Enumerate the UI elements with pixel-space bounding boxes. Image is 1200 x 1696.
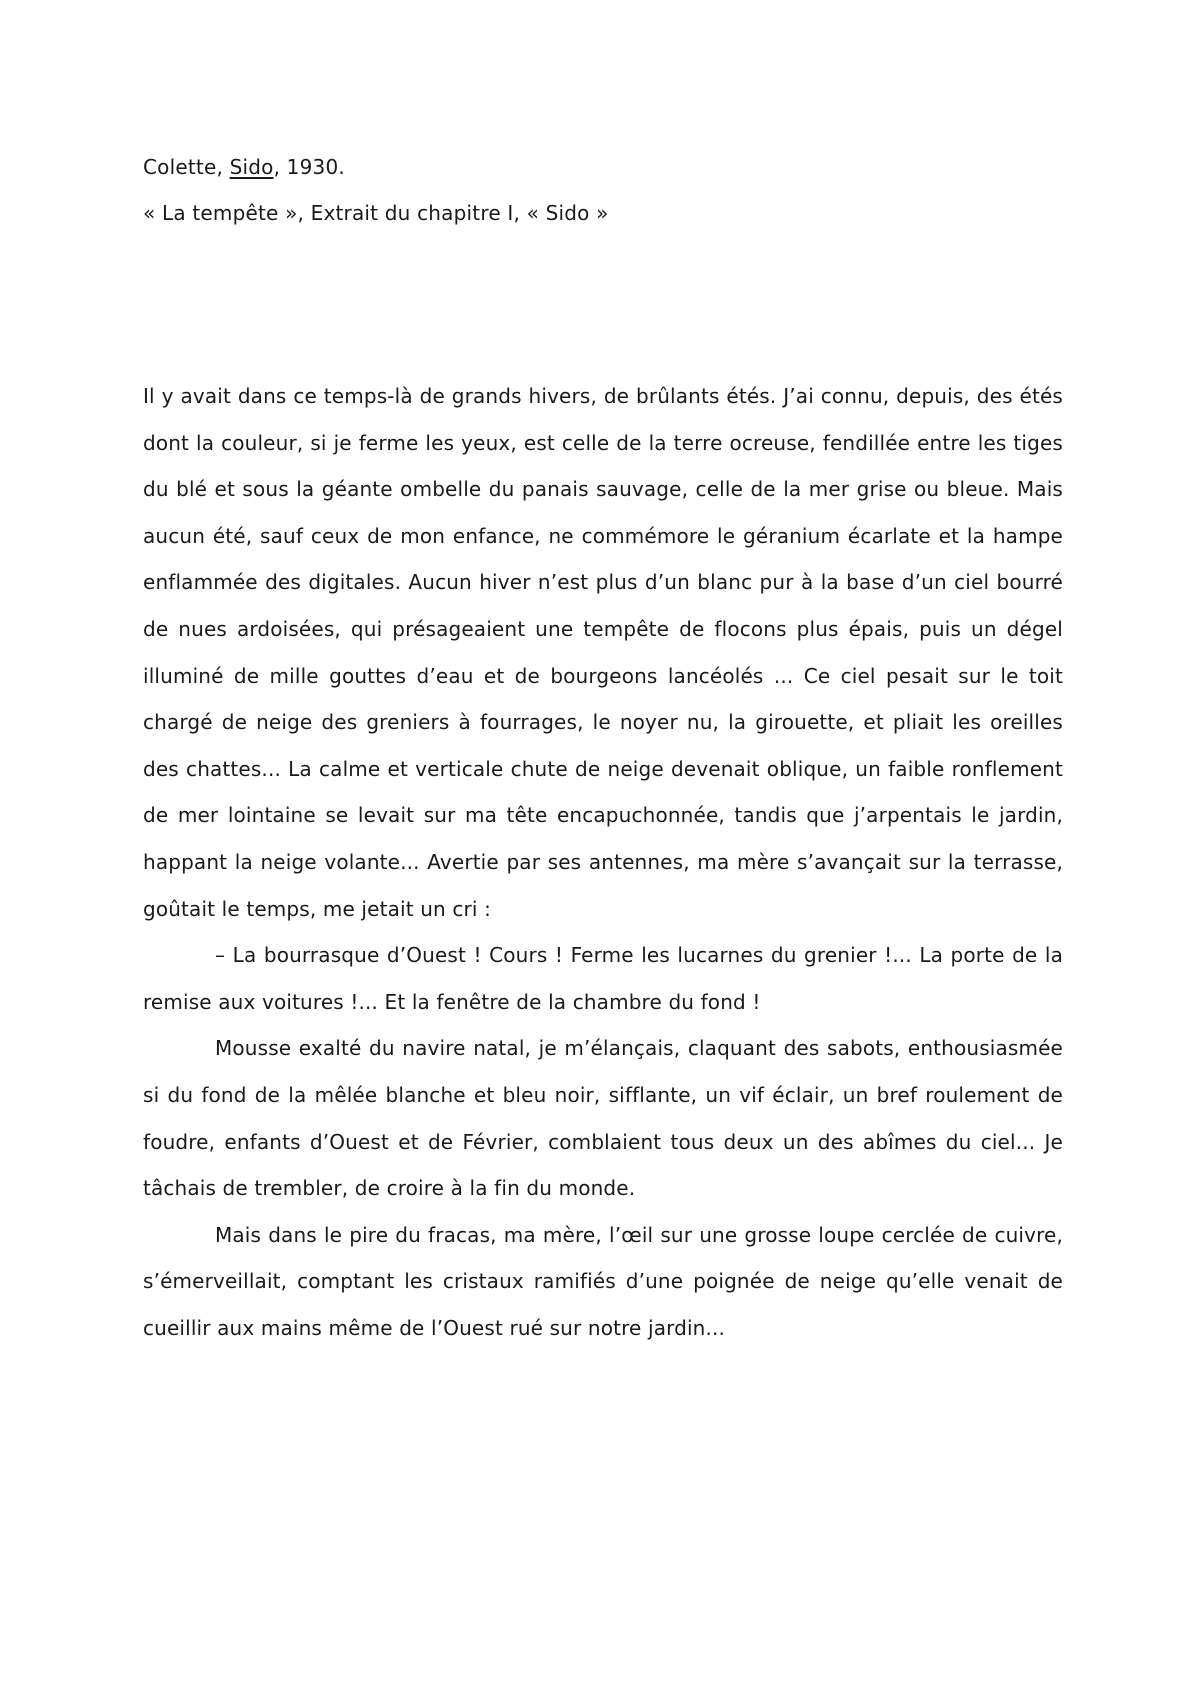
document-header — [143, 144, 1063, 236]
publication-year: , 1930. — [273, 155, 345, 179]
work-title: Sido — [229, 155, 274, 179]
paragraph-4: Mais dans le pire du fracas, ma mère, l’œil sur une grosse loupe cerclée de cuivre, s’émerveillait, comptant les cristaux ramifiés d’une poignée de neige qu’elle venait de cueillir aux mains même de l’Ouest rué sur notre jardin... — [143, 1222, 1063, 1340]
excerpt-subtitle: « La tempête », Extrait du chapitre I, « Sido » — [143, 201, 609, 225]
paragraph-1: Il y avait dans ce temps-là de grands hivers, de brûlants étés. J’ai connu, depuis, des étés dont la couleur, si je ferme les yeux, est celle de la terre ocreuse, fendillée entre les tiges du blé et sous la géante ombelle du panais sauvage, celle de la mer grise ou bleue. Mais aucun été, sauf ceux de mon enfance, ne commémore le géranium écarlate et la hampe enflammée des digitales. Aucun hiver n’est plus d’un blanc pur à la base d’un ciel bourré de nues ardoisées, qui présageaient une tempête de flocons plus épais, puis un dégel illuminé de mille gouttes d’eau et de bourgeons lancéolés ... Ce ciel pesait sur le toit chargé de neige des greniers à fourrages, le noyer nu, la girouette, et pliait les oreilles des chattes... La calme et verticale chute de neige devenait oblique, un faible ronflement de mer lointaine se levait sur ma tête encapuchonnée, tandis que j’arpentais le jardin, happant la neige volante... Avertie par ses antennes, ma mère s’avançait sur la terrasse, goûtait le temps, me jetait un cri : — [143, 384, 1063, 921]
paragraph-3: Mousse exalté du navire natal, je m’élançais, claquant des sabots, enthousiasmée si du fond de la mêlée blanche et bleu noir, sifflante, un vif éclair, un bref roulement de foudre, enfants d’Ouest et de Février, comblaient tous deux un des abîmes du ciel... Je tâchais de trembler, de croire à la fin du monde. — [143, 1036, 1063, 1201]
paragraph-2: – La bourrasque d’Ouest ! Cours ! Ferme les lucarnes du grenier !... La porte de la remise aux voitures !... Et la fenêtre de la chambre du fond ! — [143, 943, 1063, 1014]
citation-line — [143, 144, 1063, 190]
excerpt-body — [143, 373, 1063, 1351]
author-name: Colette, — [143, 155, 230, 179]
